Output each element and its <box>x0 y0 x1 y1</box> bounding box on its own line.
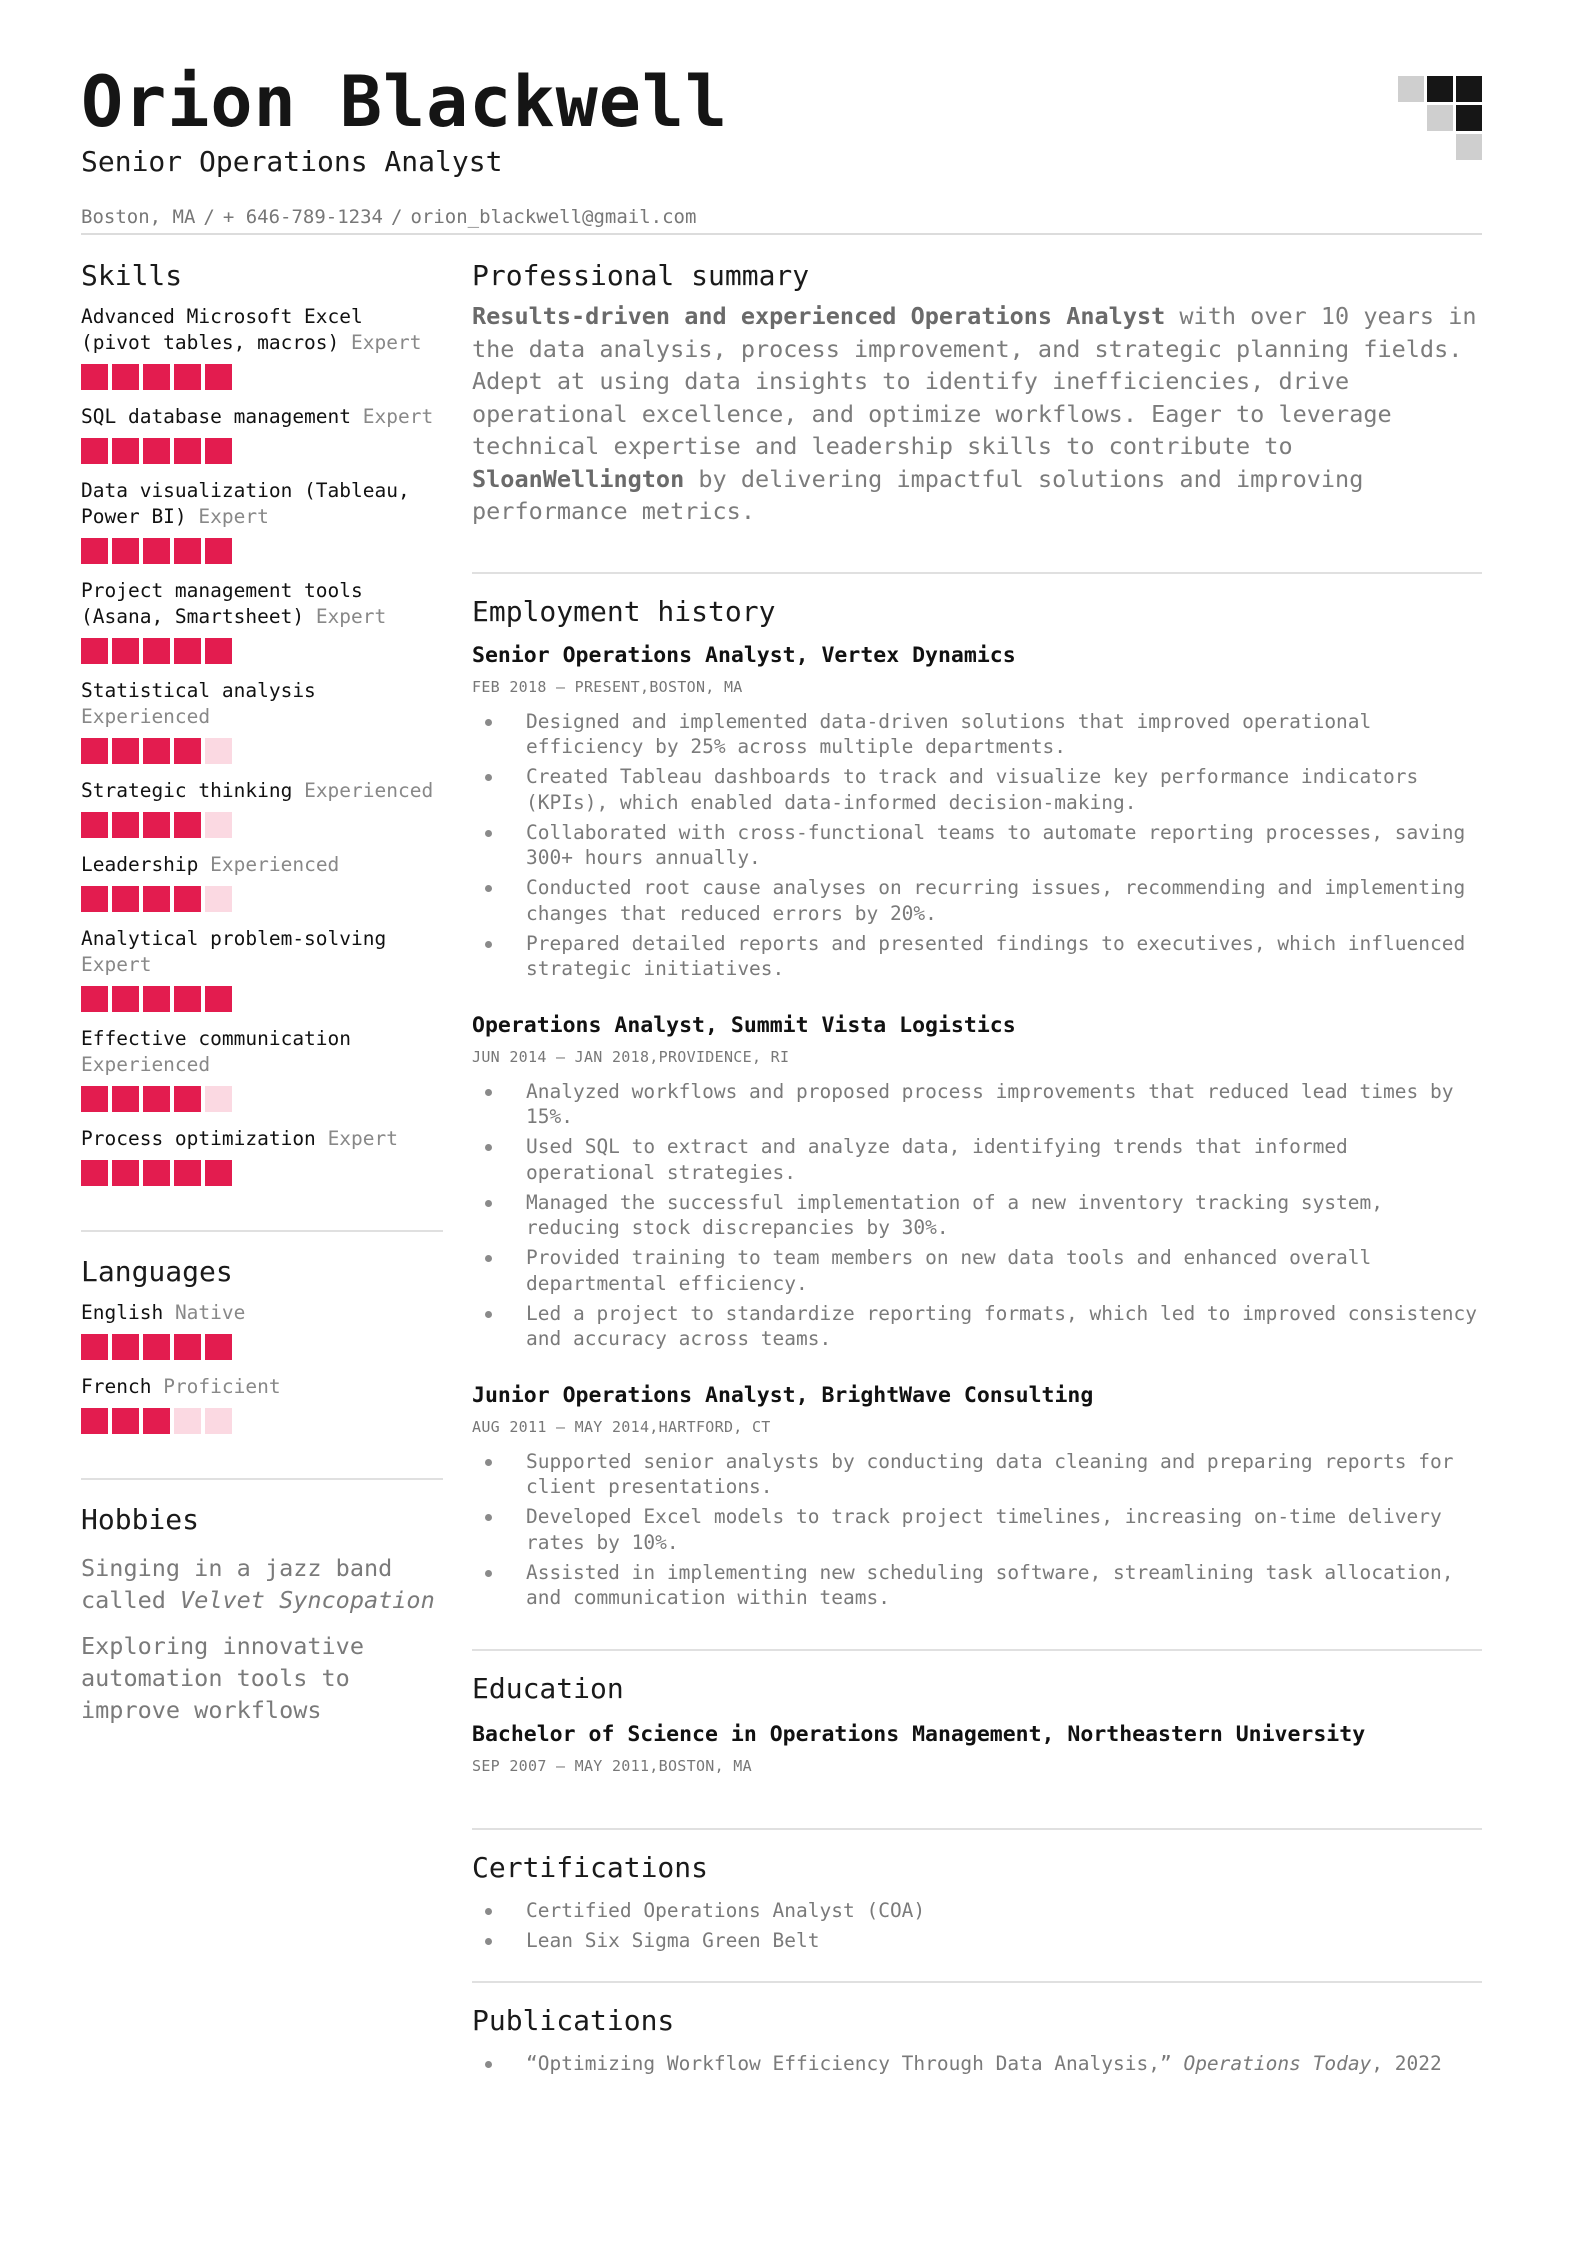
skill-level: Experienced <box>81 705 211 728</box>
skill-name: Analytical problem-solving <box>81 927 387 950</box>
skill-line <box>81 1126 443 1152</box>
job-title: Senior Operations Analyst, Vertex Dynamics <box>472 642 1016 668</box>
rating-square <box>205 638 232 664</box>
skill-line <box>81 852 443 878</box>
rating-square <box>174 1408 201 1434</box>
job-bullet: Supported senior analysts by conducting data cleaning and preparing reports for client presentations. <box>472 1449 1482 1500</box>
skill-rating-bar <box>81 364 443 390</box>
rating-square <box>112 738 139 764</box>
job-bullet: Developed Excel models to track project timelines, increasing on-time delivery rates by 10%. <box>472 1504 1482 1555</box>
summary-lead: Results-driven and experienced Operations Analyst <box>472 302 1166 330</box>
skill-rating-bar <box>81 1160 443 1186</box>
job-title: Operations Analyst, Summit Vista Logistics <box>472 1012 1016 1038</box>
rating-square <box>143 538 170 564</box>
language-name: French <box>81 1375 152 1398</box>
education-heading: Education <box>472 1671 624 1705</box>
jobs-list <box>472 642 1482 1611</box>
education-title: Bachelor of Science in Operations Management, Northeastern University <box>472 1721 1366 1747</box>
rating-square <box>174 1086 201 1112</box>
skill-name: Leadership <box>81 853 199 876</box>
summary-body-end: by delivering impactful solutions and improving performance metrics. <box>472 464 1364 525</box>
rating-square <box>112 986 139 1012</box>
main-content <box>472 258 1482 2081</box>
section-divider <box>472 1981 1482 1983</box>
certifications-list <box>472 1898 1482 1954</box>
skill-rating-bar <box>81 812 443 838</box>
rating-square <box>174 638 201 664</box>
publication-year: , 2022 <box>1371 2052 1442 2075</box>
skill-line <box>81 478 443 530</box>
rating-square <box>143 738 170 764</box>
skill-line <box>81 1026 443 1078</box>
job-bullet: Conducted root cause analyses on recurring issues, recommending and implementing changes that reduced errors by 20%. <box>472 875 1482 926</box>
job-bullet: Led a project to standardize reporting formats, which led to improved consistency and accuracy across teams. <box>472 1301 1482 1352</box>
job-entry <box>472 1012 1482 1352</box>
job-bullets <box>472 709 1482 982</box>
language-item <box>81 1374 443 1434</box>
rating-square <box>143 812 170 838</box>
skill-item <box>81 926 443 1012</box>
section-divider <box>472 1828 1482 1830</box>
rating-square <box>81 438 108 464</box>
rating-square <box>205 538 232 564</box>
contact-location: Boston, MA <box>81 206 196 228</box>
language-item <box>81 1300 443 1360</box>
candidate-name: Orion Blackwell <box>81 61 729 143</box>
job-entry <box>472 642 1482 982</box>
rating-square <box>143 364 170 390</box>
job-meta: FEB 2018 – PRESENT,BOSTON, MA <box>472 677 743 696</box>
skill-item <box>81 404 443 464</box>
publication-item <box>472 2051 1482 2077</box>
skill-name: Process optimization <box>81 1127 316 1150</box>
education-dates: SEP 2007 – MAY 2011 <box>472 1756 650 1775</box>
job-bullets <box>472 1449 1482 1611</box>
rating-square <box>143 886 170 912</box>
logo-square <box>1456 134 1482 160</box>
education-meta: SEP 2007 – MAY 2011,BOSTON, MA <box>472 1756 752 1775</box>
language-line <box>81 1300 443 1326</box>
skills-heading: Skills <box>81 259 183 292</box>
publications-list <box>472 2051 1482 2077</box>
job-dates: JUN 2014 – JAN 2018 <box>472 1047 650 1066</box>
candidate-title: Senior Operations Analyst <box>81 145 503 178</box>
job-entry <box>472 1382 1482 1611</box>
rating-square <box>205 812 232 838</box>
certification-item: Lean Six Sigma Green Belt <box>472 1928 1482 1954</box>
hobbies-heading: Hobbies <box>81 1503 200 1536</box>
logo-squares-icon <box>1398 76 1482 160</box>
publication-journal: Operations Today <box>1183 2052 1372 2075</box>
logo-square <box>1427 105 1453 131</box>
rating-square <box>174 986 201 1012</box>
publication-title: “Optimizing Workflow Efficiency Through Data Analysis,” <box>526 2052 1184 2075</box>
rating-square <box>205 364 232 390</box>
language-rating-bar <box>81 1334 443 1360</box>
skill-line <box>81 926 443 978</box>
skill-rating-bar <box>81 538 443 564</box>
rating-square <box>112 1160 139 1186</box>
skill-item <box>81 852 443 912</box>
rating-square <box>205 886 232 912</box>
rating-square <box>81 986 108 1012</box>
rating-square <box>174 1160 201 1186</box>
skill-level: Expert <box>198 505 269 528</box>
summary-text <box>472 300 1482 528</box>
publications-heading: Publications <box>472 2004 675 2037</box>
language-rating-bar <box>81 1408 443 1434</box>
rating-square <box>81 812 108 838</box>
rating-square <box>174 886 201 912</box>
rating-square <box>81 364 108 390</box>
contact-separator: / <box>203 206 215 228</box>
contact-email[interactable]: orion_blackwell@gmail.com <box>410 206 697 228</box>
job-bullet: Assisted in implementing new scheduling software, streamlining task allocation, and communication within teams. <box>472 1560 1482 1611</box>
skill-name: Strategic thinking <box>81 779 293 802</box>
skill-rating-bar <box>81 738 443 764</box>
rating-square <box>174 1334 201 1360</box>
skill-rating-bar <box>81 1086 443 1112</box>
skill-item <box>81 1026 443 1112</box>
job-location: HARTFORD, CT <box>658 1417 771 1436</box>
skill-line <box>81 778 443 804</box>
logo-square <box>1456 76 1482 102</box>
logo-square <box>1398 76 1424 102</box>
rating-square <box>81 738 108 764</box>
section-divider <box>472 1649 1482 1651</box>
hobby-text: Singing in a jazz band called <box>81 1554 393 1614</box>
rating-square <box>81 1334 108 1360</box>
rating-square <box>81 1160 108 1186</box>
skill-rating-bar <box>81 438 443 464</box>
job-location: PROVIDENCE, RI <box>658 1047 790 1066</box>
skill-level: Experienced <box>81 1053 211 1076</box>
job-meta: JUN 2014 – JAN 2018,PROVIDENCE, RI <box>472 1047 790 1066</box>
rating-square <box>81 538 108 564</box>
rating-square <box>112 1334 139 1360</box>
hobby-item <box>81 1552 443 1616</box>
section-divider <box>81 1230 443 1232</box>
rating-square <box>81 1086 108 1112</box>
sidebar <box>81 258 443 1726</box>
skill-level: Expert <box>81 953 152 976</box>
summary-heading: Professional summary <box>472 259 810 292</box>
rating-square <box>112 1408 139 1434</box>
skill-level: Experienced <box>304 779 434 802</box>
rating-square <box>81 886 108 912</box>
education-location: BOSTON, MA <box>658 1756 752 1775</box>
hobby-italic: Velvet Syncopation <box>180 1586 435 1614</box>
certification-item: Certified Operations Analyst (COA) <box>472 1898 1482 1924</box>
skill-level: Expert <box>327 1127 399 1150</box>
job-bullet: Managed the successful implementation of a new inventory tracking system, reducing stock discrepancies by 30%. <box>472 1190 1482 1241</box>
summary-body: with over 10 years in the data analysis, process improvement, and strategic planning fields. Adept at using data insights to identify inefficiencies, drive operational excellence, and optimize workflows. Eager to leverage technical expertise and leadership skills to contribute to <box>472 302 1477 460</box>
job-dates: FEB 2018 – PRESENT <box>472 677 640 696</box>
rating-square <box>174 364 201 390</box>
rating-square <box>112 538 139 564</box>
employment-heading: Employment history <box>472 594 776 628</box>
skill-item <box>81 1126 443 1186</box>
job-bullet: Provided training to team members on new data tools and enhanced overall departmental efficiency. <box>472 1245 1482 1296</box>
rating-square <box>143 1086 170 1112</box>
rating-square <box>205 986 232 1012</box>
skill-name: Advanced Microsoft Excel (pivot tables, macros) <box>81 305 363 354</box>
skill-name: Data visualization (Tableau, Power BI) <box>81 479 410 528</box>
job-title: Junior Operations Analyst, BrightWave Consulting <box>472 1382 1094 1408</box>
rating-square <box>205 1334 232 1360</box>
skill-name: SQL database management <box>81 405 352 428</box>
skill-line <box>81 404 443 430</box>
job-bullets <box>472 1079 1482 1352</box>
skill-name: Statistical analysis <box>81 679 316 702</box>
skill-name: Project management tools (Asana, Smartsheet) <box>81 579 363 628</box>
logo-square <box>1427 76 1453 102</box>
job-bullet: Used SQL to extract and analyze data, identifying trends that informed operational strategies. <box>472 1134 1482 1185</box>
job-dates: AUG 2011 – MAY 2014 <box>472 1417 650 1436</box>
job-bullet: Created Tableau dashboards to track and visualize key performance indicators (KPIs), which enabled data-informed decision-making. <box>472 764 1482 815</box>
rating-square <box>112 812 139 838</box>
certifications-heading: Certifications <box>472 1850 709 1884</box>
logo-square <box>1456 105 1482 131</box>
skill-line <box>81 304 443 356</box>
rating-square <box>205 738 232 764</box>
header-divider <box>81 233 1482 235</box>
language-line <box>81 1374 443 1400</box>
skill-item <box>81 578 443 664</box>
rating-square <box>81 638 108 664</box>
skill-item <box>81 678 443 764</box>
rating-square <box>143 438 170 464</box>
job-bullet: Collaborated with cross-functional teams to automate reporting processes, saving 300+ hours annually. <box>472 820 1482 871</box>
rating-square <box>174 538 201 564</box>
contact-line <box>81 204 1507 230</box>
rating-square <box>174 438 201 464</box>
rating-square <box>112 364 139 390</box>
rating-square <box>112 1086 139 1112</box>
rating-square <box>205 1086 232 1112</box>
job-bullet: Designed and implemented data-driven solutions that improved operational efficiency by 25% across multiple departments. <box>472 709 1482 760</box>
skill-line <box>81 578 443 630</box>
skill-item <box>81 478 443 564</box>
skill-rating-bar <box>81 638 443 664</box>
skill-level: Experienced <box>210 853 340 876</box>
rating-square <box>143 1408 170 1434</box>
rating-square <box>81 1408 108 1434</box>
rating-square <box>112 886 139 912</box>
rating-square <box>205 438 232 464</box>
rating-square <box>112 438 139 464</box>
skill-rating-bar <box>81 886 443 912</box>
skills-list <box>81 304 443 1186</box>
skill-level: Expert <box>351 331 422 354</box>
skill-item <box>81 304 443 390</box>
contact-phone[interactable]: + 646-789-1234 <box>222 206 383 228</box>
hobby-item <box>81 1630 443 1726</box>
language-level: Proficient <box>163 1375 281 1398</box>
education-entry <box>472 1721 1482 1776</box>
rating-square <box>143 1160 170 1186</box>
rating-square <box>174 812 201 838</box>
rating-square <box>112 638 139 664</box>
skill-rating-bar <box>81 986 443 1012</box>
section-divider <box>472 572 1482 574</box>
rating-square <box>205 1160 232 1186</box>
rating-square <box>143 638 170 664</box>
rating-square <box>143 1334 170 1360</box>
hobby-text: Exploring innovative automation tools to improve workflows <box>81 1632 364 1724</box>
rating-square <box>143 986 170 1012</box>
skill-level: Expert <box>315 605 387 628</box>
section-divider <box>81 1478 443 1480</box>
skill-item <box>81 778 443 838</box>
skill-level: Expert <box>362 405 434 428</box>
hobbies-list <box>81 1552 443 1726</box>
job-bullet: Prepared detailed reports and presented findings to executives, which influenced strategic initiatives. <box>472 931 1482 982</box>
job-meta: AUG 2011 – MAY 2014,HARTFORD, CT <box>472 1417 771 1436</box>
languages-heading: Languages <box>81 1255 233 1288</box>
rating-square <box>174 738 201 764</box>
summary-company: SloanWellington <box>472 464 685 493</box>
rating-square <box>205 1408 232 1434</box>
skill-name: Effective communication <box>81 1027 352 1050</box>
language-level: Native <box>174 1301 246 1324</box>
contact-separator: / <box>391 206 403 228</box>
skill-line <box>81 678 443 730</box>
language-name: English <box>81 1301 164 1324</box>
job-bullet: Analyzed workflows and proposed process improvements that reduced lead times by 15%. <box>472 1079 1482 1130</box>
languages-list <box>81 1300 443 1434</box>
job-location: BOSTON, MA <box>649 677 743 696</box>
